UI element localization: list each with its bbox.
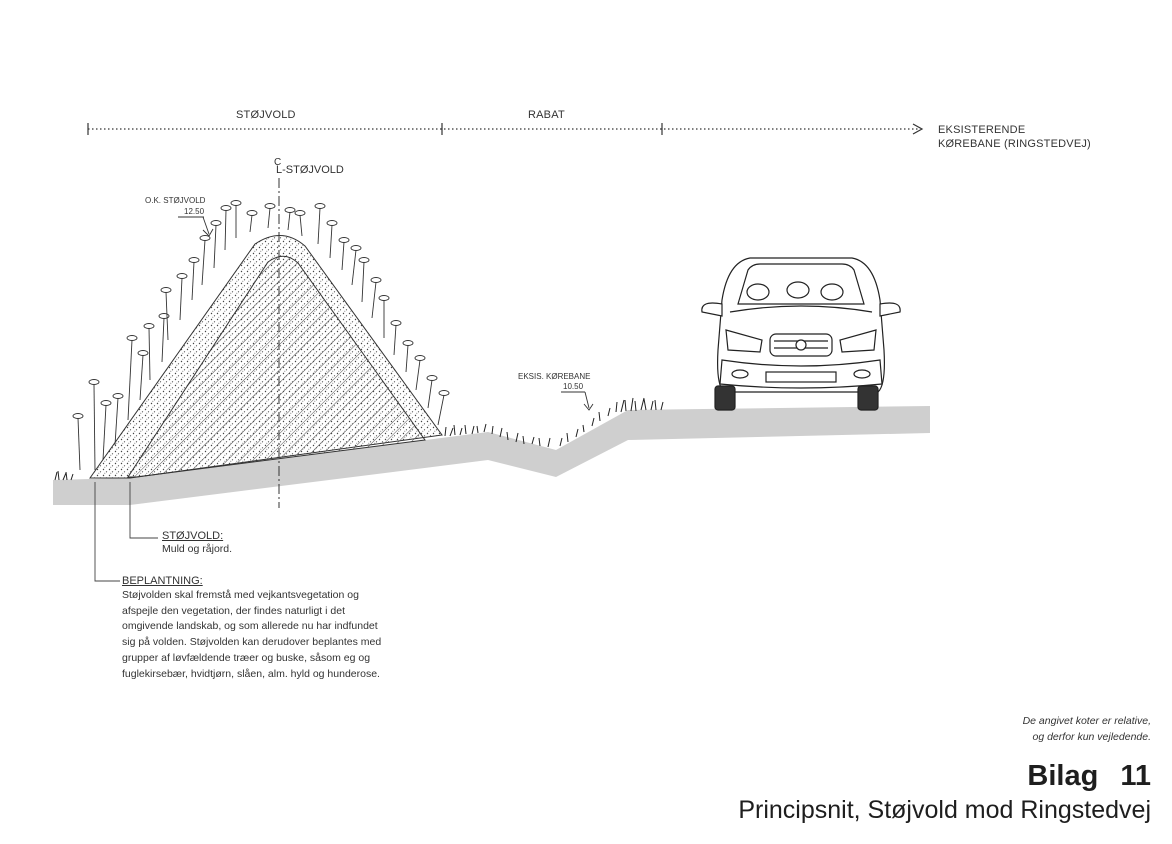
appendix-label: Bilag — [1027, 760, 1099, 792]
planting-line: grupper af løvfældende træer og buske, såsom eg og — [122, 651, 371, 664]
car-illustration — [702, 258, 900, 410]
crest-level-value: 12.50 — [184, 207, 205, 216]
zone-label-existing-line2: KØREBANE (RINGSTEDVEJ) — [938, 138, 1091, 150]
note-line1: De angivet koter er relative, — [1022, 715, 1151, 727]
planting-annotation-title: BEPLANTNING: — [122, 575, 203, 587]
zone-label-rabat: RABAT — [528, 109, 565, 121]
road-level-label: EKSIS. KØREBANE — [518, 372, 591, 381]
zone-dimension-line — [88, 123, 922, 135]
appendix-title — [1027, 760, 1151, 793]
centerline-symbol: C — [274, 157, 282, 168]
zone-label-existing-line1: EKSISTERENDE — [938, 124, 1026, 136]
fill-annotation-body: Muld og råjord. — [162, 543, 233, 555]
crest-level-label: O.K. STØJVOLD — [145, 196, 206, 205]
centerline-label: L-STØJVOLD — [276, 164, 344, 176]
planting-annotation-body — [122, 588, 381, 682]
levels-note — [1023, 714, 1151, 745]
fill-annotation-title: STØJVOLD: — [162, 530, 224, 542]
note-line2: og derfor kun vejledende. — [1032, 730, 1151, 743]
planting-line: afspejle den vegetation, der findes naturligt i det — [122, 604, 345, 617]
road-level-value: 10.50 — [563, 382, 584, 391]
planting-line: Støjvolden skal fremstå med vejkantsvegetation og — [122, 589, 359, 601]
planting-line: fuglekirsebær, hvidtjørn, slåen, alm. hyld og hunderose. — [122, 667, 380, 680]
appendix-subtitle: Principsnit, Støjvold mod Ringstedvej — [738, 796, 1151, 824]
zone-label-stojvold: STØJVOLD — [236, 109, 296, 121]
planting-line: sig på volden. Støjvolden kan derudover beplantes med — [122, 636, 382, 649]
appendix-number: 11 — [1120, 760, 1151, 792]
planting-line: omgivende landskab, og som allerede nu har indfundet — [122, 620, 378, 633]
